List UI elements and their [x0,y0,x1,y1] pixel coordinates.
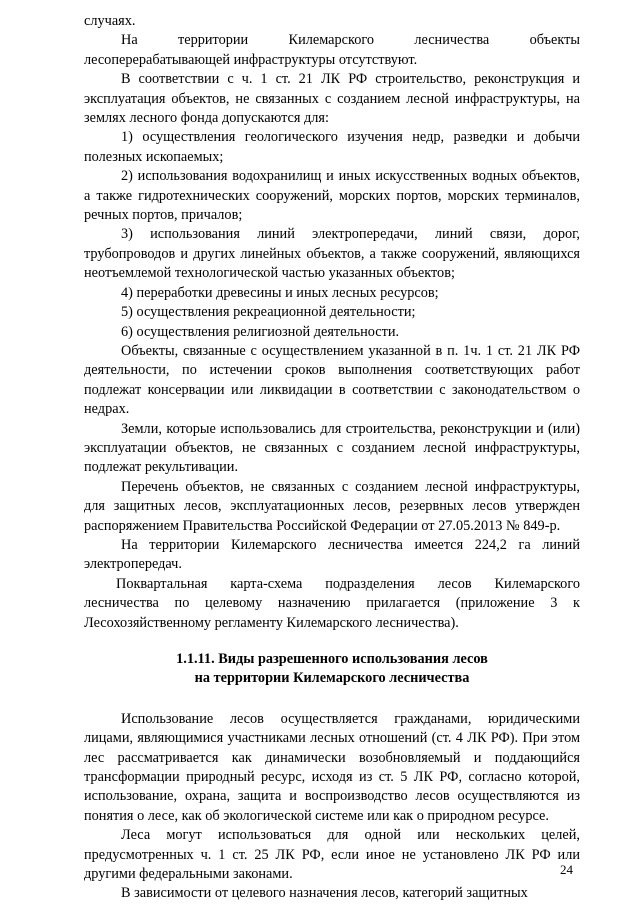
section-heading [84,650,580,689]
paragraph: Земли, которые использовались для строительства, реконструкции и (или) эксплуатации объектов, не связанных с созданием лесной инфраструктуры, подлежат рекультивации. [84,420,580,476]
paragraph: Леса могут использоваться для одной или нескольких целей, предусмотренных ч. 1 ст. 25 ЛК РФ, если иное не установлено ЛК РФ или другими федеральными законами. [84,827,580,883]
list-item: 4) переработки древесины и иных лесных ресурсов; [121,284,439,301]
paragraph: На территории Килемарского лесничества объекты лесоперерабатывающей инфраструктуры отсутствуют. [84,32,580,68]
paragraph: Поквартальная карта-схема подразделения лесов Килемарского лесничества по целевому назначению прилагается (приложение 3 к Лесохозяйственному регламенту Килемарского лесничества). [84,575,580,631]
paragraph: случаях. [84,13,136,29]
spacer [84,689,580,710]
list-item: 2) использования водохранилищ и иных искусственных водных объектов, а также гидротехнических сооружений, морских портов, морских терминалов, речных портов, причалов; [84,168,580,224]
page-number: 24 [560,862,573,877]
document-page [84,12,580,904]
list-item: 3) использования линий электропередачи, линий связи, дорог, трубопроводов и других линейных объектов, а также сооружений, являющихся неотъемлемой технологической частью указанных объектов; [84,226,580,282]
list-item: 1) осуществления геологического изучения недр, разведки и добычи полезных ископаемых; [84,129,580,165]
paragraph: В зависимости от целевого назначения лесов, категорий защитных [121,885,528,902]
paragraph: Объекты, связанные с осуществлением указанной в п. 1ч. 1 ст. 21 ЛК РФ деятельности, по истечении сроков выполнения соответствующих работ подлежат консервации или ликвидации в соответствии с законодательством о недрах. [84,342,580,418]
list-item: 6) осуществления религиозной деятельности. [121,323,400,340]
paragraph: На территории Килемарского лесничества имеется 224,2 га линий электропередач. [84,536,580,573]
section-heading-line1: 1.1.11. Виды разрешенного использования лесов [176,651,488,667]
section-heading-line2: на территории Килемарского лесничества [194,670,470,687]
paragraph: В соответствии с ч. 1 ст. 21 ЛК РФ строительство, реконструкция и эксплуатация объектов, не связанных с созданием лесной инфраструктуры, на землях лесного фонда допускаются для: [84,71,580,127]
list-item: 5) осуществления рекреационной деятельности; [121,304,416,321]
paragraph: Использование лесов осуществляется гражданами, юридическими лицами, являющимися участниками лесных отношений (ст. 4 ЛК РФ). При этом лес рассматривается как динамически возобновляемый и поддающийся трансформации природный ресурс, исходя из ст. 5 ЛК РФ, согласно которой, использование, охрана, защита и воспроизводство лесов осуществляются из понятия о лесе, как об экологической системе или как о природном ресурсе. [84,710,580,824]
paragraph: Перечень объектов, не связанных с созданием лесной инфраструктуры, для защитных лесов, эксплуатационных лесов, резервных лесов утвержден распоряжением Правительства Российской Федерации от 27.05.2013 № 849-р. [84,478,580,534]
